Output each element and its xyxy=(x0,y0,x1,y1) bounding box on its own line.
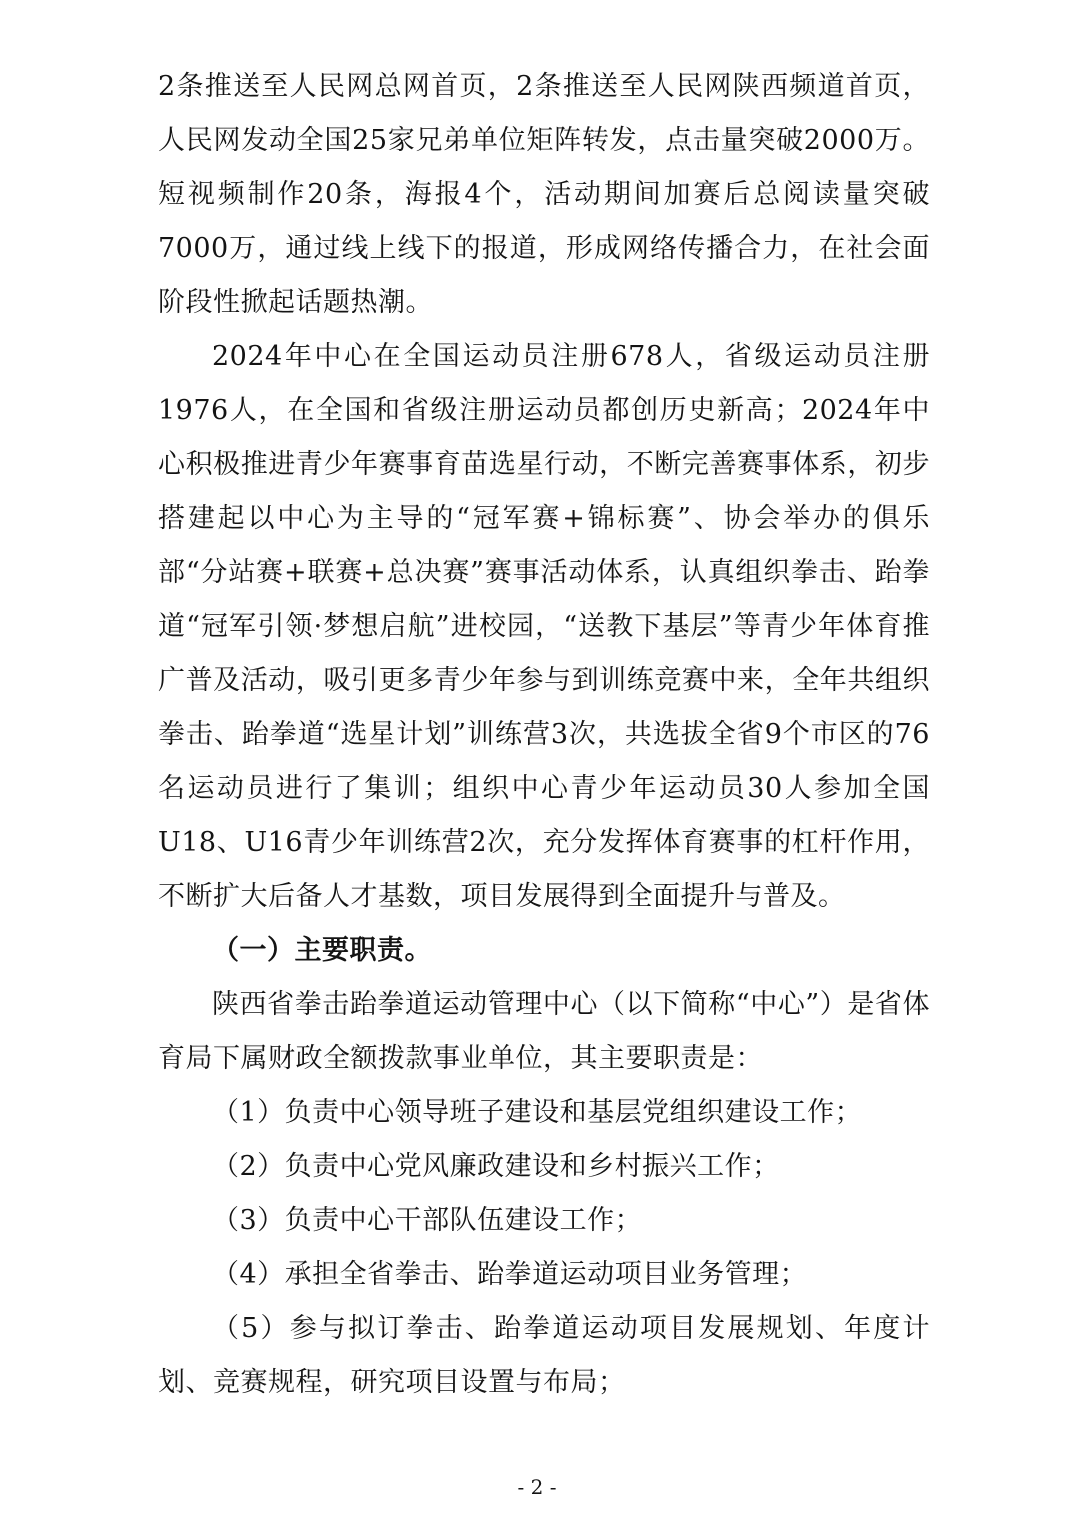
document-body xyxy=(158,60,930,1410)
duty-item: （2）负责中心党风廉政建设和乡村振兴工作； xyxy=(212,1151,780,1182)
paragraph-athlete-registration: 2024年中心在全国运动员注册678人，省级运动员注册1976人，在全国和省级注册运动员都创历史新高；2024年中心积极推进青少年赛事育苗选星行动，不断完善赛事体系，初步搭建起以中心为主导的“冠军赛+锦标赛”、协会举办的俱乐部“分站赛+联赛+总决赛”赛事活动体系，认真组织拳击、跆拳道“冠军引领·梦想启航”进校园，“送教下基层”等青少年体育推广普及活动，吸引更多青少年参与到训练竞赛中来，全年共组织拳击、跆拳道“选星计划”训练营3次，共选拔全省9个市区的76名运动员进行了集训；组织中心青少年运动员30人参加全国U18、U16青少年训练营2次，充分发挥体育赛事的杠杆作用，不断扩大后备人才基数，项目发展得到全面提升与普及。 xyxy=(158,341,930,912)
paragraph-news-coverage: 2条推送至人民网总网首页，2条推送至人民网陕西频道首页，人民网发动全国25家兄弟单位矩阵转发，点击量突破2000万。短视频制作20条，海报4个，活动期间加赛后总阅读量突破7000万，通过线上线下的报道，形成网络传播合力，在社会面阶段性掀起话题热潮。 xyxy=(158,71,930,318)
duty-item: （5）参与拟订拳击、跆拳道运动项目发展规划、年度计划、竞赛规程，研究项目设置与布局； xyxy=(158,1313,930,1398)
duty-item: （4）承担全省拳击、跆拳道运动项目业务管理； xyxy=(212,1259,808,1290)
duty-item: （3）负责中心干部队伍建设工作； xyxy=(212,1205,643,1236)
duty-item: （1）负责中心领导班子建设和基层党组织建设工作； xyxy=(212,1097,863,1128)
page-number: - 2 - xyxy=(517,1475,557,1499)
paragraph-center-intro: 陕西省拳击跆拳道运动管理中心（以下简称“中心”）是省体育局下属财政全额拨款事业单位，其主要职责是： xyxy=(158,989,930,1074)
section-heading-main-duties: （一）主要职责。 xyxy=(212,935,432,966)
duties-list xyxy=(158,1086,930,1410)
